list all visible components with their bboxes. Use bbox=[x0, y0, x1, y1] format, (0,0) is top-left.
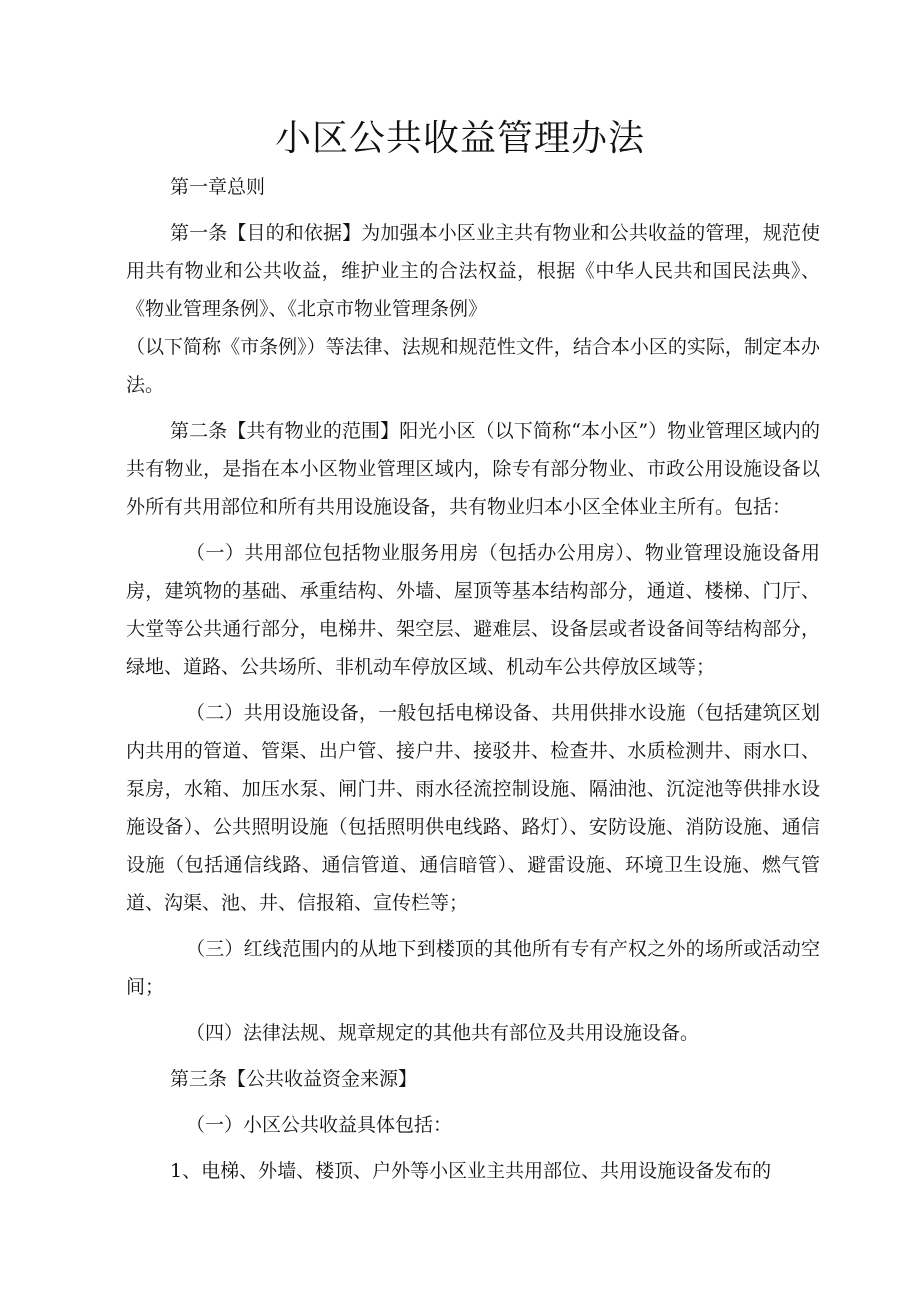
article-2-item-1: （一）共用部位包括物业服务用房（包括办公用房）、物业管理设施设备用房，建筑物的基础、承重结构、外墙、屋顶等基本结构部分，通道、楼梯、门厅、大堂等公共通行部分，电梯井、架空层、避难层、设备层或者设备间等结构部分，绿地、道路、公共场所、非机动车停放区域、机动车公共停放区域等； bbox=[126, 542, 820, 678]
article-3-subitem-1: 1、电梯、外墙、楼顶、户外等小区业主共用部位、共用设施设备发布的 bbox=[170, 1160, 772, 1182]
document-body bbox=[126, 168, 820, 1190]
article-2-paragraph: 第二条【共有物业的范围】阳光小区（以下简称“本小区”）物业管理区域内的共有物业，是指在本小区物业管理区域内，除专有部分物业、市政公用设施设备以外所有共用部位和所有共用设施设备，共有物业归本小区全体业主所有。包括： bbox=[126, 420, 820, 518]
article-2-item-2: （二）共用设施设备，一般包括电梯设备、共用供排水设施（包括建筑区划内共用的管道、管渠、出户管、接户井、接驳井、检查井、水质检测井、雨水口、泵房，水箱、加压水泵、闸门井、雨水径流控制设施、隔油池、沉淀池等供排水设施设备）、公共照明设施（包括照明供电线路、路灯）、安防设施、消防设施、通信设施（包括通信线路、通信管道、通信暗管）、避雷设施、环境卫生设施、燃气管道、沟渠、池、井、信报箱、宣传栏等； bbox=[126, 702, 820, 914]
article-3-item-1: （一）小区公共收益具体包括： bbox=[186, 1114, 453, 1136]
document-title: 小区公共收益管理办法 bbox=[274, 118, 645, 159]
article-3-heading: 第三条【公共收益资金来源】 bbox=[170, 1068, 418, 1090]
article-1-paragraph: 第一条【目的和依据】为加强本小区业主共有物业和公共收益的管理，规范使用共有物业和公共收益，维护业主的合法权益，根据《中华人民共和国民法典》、《物业管理条例》、《北京市物业管理条例》 bbox=[126, 222, 820, 320]
article-1-continuation: （以下简称《市条例》）等法律、法规和规范性文件，结合本小区的实际，制定本办法。 bbox=[126, 336, 820, 396]
article-2-item-4: （四）法律法规、规章规定的其他共有部位及共用设施设备。 bbox=[186, 1022, 700, 1044]
chapter-heading: 第一章总则 bbox=[170, 176, 266, 198]
article-2-item-3: （三）红线范围内的从地下到楼顶的其他所有专有产权之外的场所或活动空间； bbox=[126, 938, 820, 998]
